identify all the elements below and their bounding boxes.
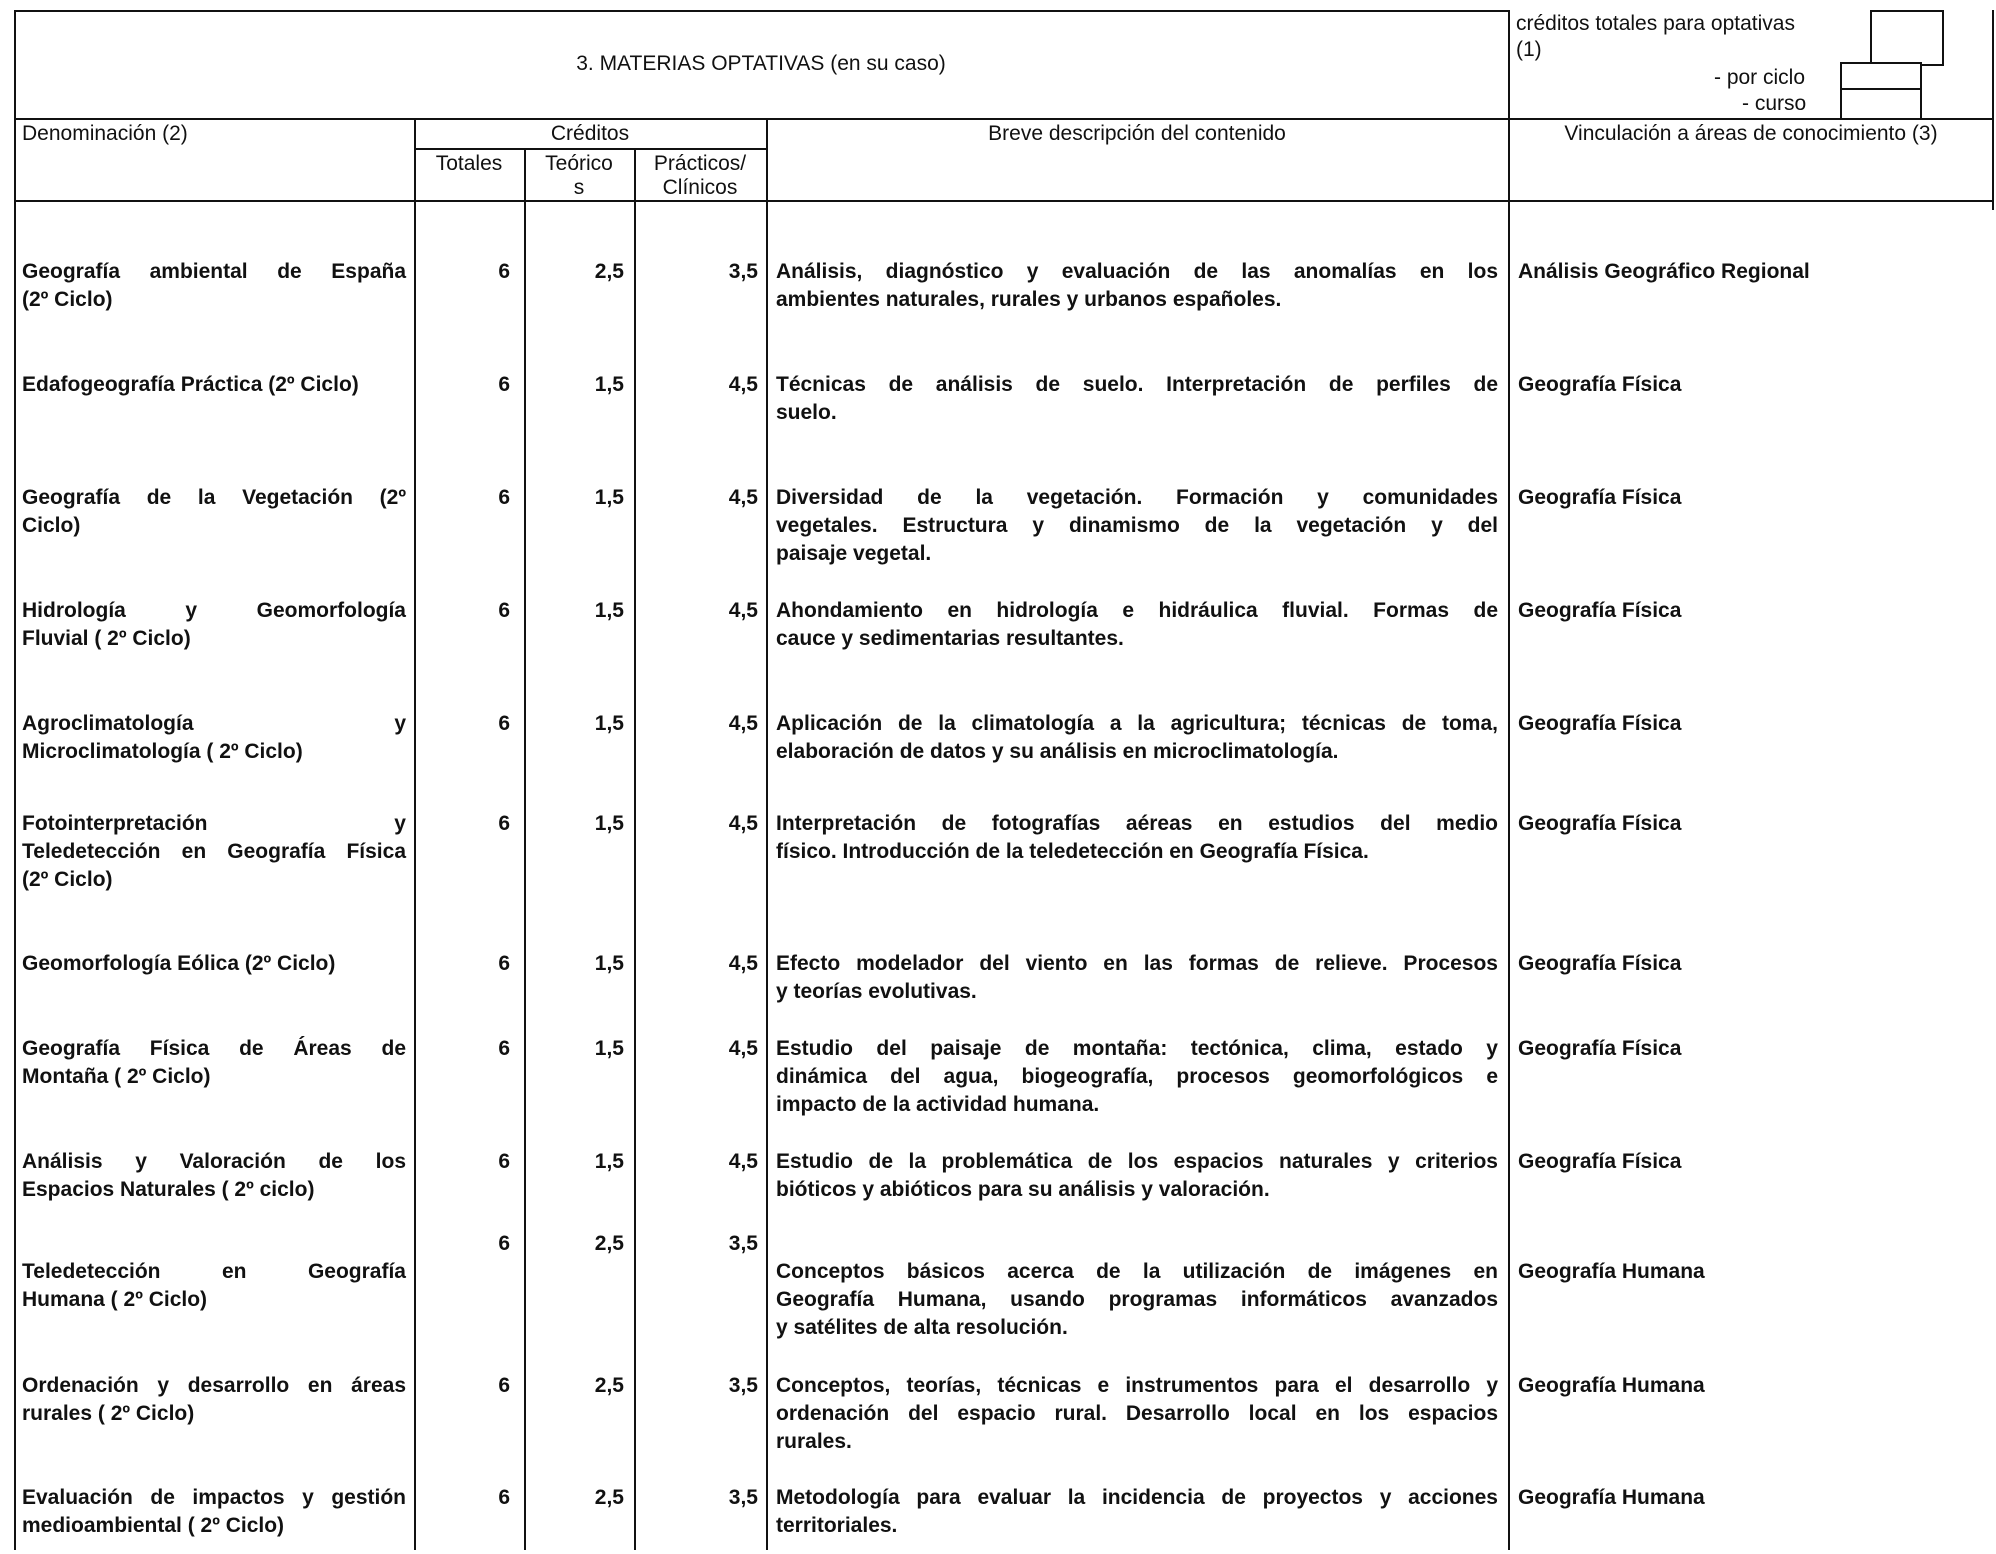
- subject-description: [776, 1035, 1498, 1119]
- subject-description-line: ambientes naturales, rurales y urbanos españoles.: [776, 288, 1282, 311]
- subject-name-line: Teledetección en Geografía: [22, 1260, 406, 1283]
- col-header-practicos: [634, 152, 766, 200]
- subject-description-line: cauce y sedimentarias resultantes.: [776, 627, 1124, 650]
- credits-teoricos: 2,5: [594, 1486, 624, 1509]
- col-header-practicos-line1: Prácticos/: [653, 152, 747, 175]
- subject-name: [22, 258, 406, 314]
- subject-description-line: Técnicas de análisis de suelo. Interpretación de perfiles de: [776, 373, 1498, 396]
- credits-teoricos: 1,5: [594, 1150, 624, 1173]
- credits-box: [1508, 10, 1994, 118]
- subject-description-line: ordenación del espacio rural. Desarrollo local en los espacios: [776, 1402, 1498, 1425]
- subject-description-line: Conceptos, teorías, técnicas e instrumentos para el desarrollo y: [776, 1374, 1498, 1397]
- credits-totales: 6: [498, 599, 510, 622]
- credits-practicos: 4,5: [728, 952, 758, 975]
- credits-practicos: 4,5: [728, 599, 758, 622]
- subject-name: [22, 371, 406, 399]
- credits-totales: 6: [498, 1232, 510, 1255]
- subject-description: [776, 1258, 1498, 1342]
- section-title: 3. MATERIAS OPTATIVAS (en su caso): [576, 52, 946, 75]
- columns-divider: [14, 200, 1994, 202]
- credits-totales: 6: [498, 373, 510, 396]
- subject-name-line: Análisis y Valoración de los: [22, 1150, 406, 1173]
- subject-name-line: Humana ( 2º Ciclo): [22, 1288, 208, 1311]
- subject-name-line: Espacios Naturales ( 2º ciclo): [22, 1178, 315, 1201]
- credits-totales: 6: [498, 952, 510, 975]
- subject-description: [776, 1148, 1498, 1204]
- credits-totales: 6: [498, 1150, 510, 1173]
- subject-name-line: (2º Ciclo): [22, 868, 113, 891]
- subject-description-line: Aplicación de la climatología a la agricultura; técnicas de toma,: [776, 712, 1498, 735]
- knowledge-area: Geografía Física: [1518, 712, 1682, 735]
- subject-name: [22, 1258, 406, 1314]
- credits-total-label: créditos totales para optativas: [1516, 12, 1795, 35]
- subject-description-line: impacto de la actividad humana.: [776, 1093, 1100, 1116]
- credits-practicos: 4,5: [728, 1150, 758, 1173]
- subject-description-line: y teorías evolutivas.: [776, 980, 977, 1003]
- table-left-border: [14, 10, 16, 1550]
- subject-description: [776, 710, 1498, 766]
- subject-description: [776, 258, 1498, 314]
- col-header-descripcion: Breve descripción del contenido: [988, 122, 1286, 145]
- subject-name-line: Geografía Física de Áreas de: [22, 1037, 406, 1060]
- knowledge-area: Geografía Física: [1518, 952, 1682, 975]
- credits-totales: 6: [498, 1374, 510, 1397]
- subject-name: [22, 1035, 406, 1091]
- subject-description-line: Metodología para evaluar la incidencia de proyectos y acciones: [776, 1486, 1498, 1509]
- subject-name-line: Montaña ( 2º Ciclo): [22, 1065, 211, 1088]
- subject-name: [22, 1372, 406, 1428]
- col-header-totales: Totales: [435, 152, 503, 175]
- knowledge-area: Geografía Física: [1518, 1037, 1682, 1060]
- subject-name: [22, 810, 406, 894]
- subject-description: [776, 371, 1498, 427]
- subject-description-line: Conceptos básicos acerca de la utilización de imágenes en: [776, 1260, 1498, 1283]
- subject-name: [22, 1148, 406, 1204]
- col-divider-descripcion: [766, 118, 768, 1550]
- credits-totales: 6: [498, 486, 510, 509]
- col-header-teoricos-line2: s: [573, 176, 585, 199]
- credits-teoricos: 1,5: [594, 712, 624, 735]
- subject-name: [22, 1484, 406, 1540]
- subject-name-line: rurales ( 2º Ciclo): [22, 1402, 195, 1425]
- knowledge-area: Geografía Física: [1518, 1150, 1682, 1173]
- subject-description-line: Análisis, diagnóstico y evaluación de las anomalías en los: [776, 260, 1498, 283]
- header-divider: [14, 118, 1994, 120]
- credits-teoricos: 2,5: [594, 260, 624, 283]
- col-divider-practicos: [634, 148, 636, 1550]
- subject-description: [776, 484, 1498, 568]
- col-header-teoricos: [524, 152, 634, 200]
- subject-name-line: (2º Ciclo): [22, 288, 113, 311]
- subject-description-line: Estudio de la problemática de los espacios naturales y criterios: [776, 1150, 1498, 1173]
- knowledge-area: Análisis Geográfico Regional: [1518, 260, 1810, 283]
- subject-description-line: Estudio del paisaje de montaña: tectónica, clima, estado y: [776, 1037, 1498, 1060]
- credits-practicos: 3,5: [728, 1232, 758, 1255]
- subject-name-line: Agroclimatología y: [22, 712, 406, 735]
- credits-teoricos: 1,5: [594, 486, 624, 509]
- curso-field: [1840, 88, 1922, 120]
- col-header-vinculacion: Vinculación a áreas de conocimiento (3): [1564, 122, 1938, 145]
- credits-totales: 6: [498, 260, 510, 283]
- credits-total-field: [1870, 10, 1944, 66]
- subject-name-line: Microclimatología ( 2º Ciclo): [22, 740, 303, 763]
- subject-description-line: Diversidad de la vegetación. Formación y comunidades: [776, 486, 1498, 509]
- subject-description-line: suelo.: [776, 401, 837, 424]
- credits-totales: 6: [498, 712, 510, 735]
- credits-practicos: 4,5: [728, 812, 758, 835]
- credits-practicos: 4,5: [728, 1037, 758, 1060]
- knowledge-area: Geografía Física: [1518, 373, 1682, 396]
- credits-practicos: 3,5: [728, 1486, 758, 1509]
- subject-name-line: Edafogeografía Práctica (2º Ciclo): [22, 373, 359, 396]
- subject-name-line: Ciclo): [22, 514, 81, 537]
- subject-name-line: Hidrología y Geomorfología: [22, 599, 406, 622]
- subject-description-line: Geografía Humana, usando programas informáticos avanzados: [776, 1288, 1498, 1311]
- subject-description-line: Interpretación de fotografías aéreas en estudios del medio: [776, 812, 1498, 835]
- col-header-practicos-line2: Clínicos: [662, 176, 738, 199]
- subject-name-line: Geografía ambiental de España: [22, 260, 406, 283]
- credits-practicos: 4,5: [728, 373, 758, 396]
- knowledge-area: Geografía Física: [1518, 599, 1682, 622]
- subject-description: [776, 950, 1498, 1006]
- subject-description: [776, 597, 1498, 653]
- por-ciclo-label: - por ciclo: [1714, 66, 1806, 89]
- credits-teoricos: 2,5: [594, 1232, 624, 1255]
- subject-description: [776, 1372, 1498, 1456]
- credits-teoricos: 1,5: [594, 952, 624, 975]
- subject-name-line: Fluvial ( 2º Ciclo): [22, 627, 191, 650]
- credits-totales: 6: [498, 812, 510, 835]
- credits-teoricos: 1,5: [594, 599, 624, 622]
- credits-teoricos: 2,5: [594, 1374, 624, 1397]
- subject-name-line: Teledetección en Geografía Física: [22, 840, 406, 863]
- credits-practicos: 3,5: [728, 1374, 758, 1397]
- knowledge-area: Geografía Física: [1518, 486, 1682, 509]
- subject-name: [22, 950, 406, 978]
- col-header-creditos: Créditos: [550, 122, 630, 145]
- subject-description-line: Efecto modelador del viento en las formas de relieve. Procesos: [776, 952, 1498, 975]
- subject-description-line: bióticos y abióticos para su análisis y valoración.: [776, 1178, 1270, 1201]
- subject-description-line: paisaje vegetal.: [776, 542, 932, 565]
- subject-description-line: y satélites de alta resolución.: [776, 1316, 1068, 1339]
- col-header-denominacion: Denominación (2): [22, 122, 188, 145]
- optional-subjects-table: [14, 10, 1994, 1550]
- subject-name-line: Evaluación de impactos y gestión: [22, 1486, 406, 1509]
- subject-name: [22, 710, 406, 766]
- subject-name-line: Ordenación y desarrollo en áreas: [22, 1374, 406, 1397]
- credits-teoricos: 1,5: [594, 1037, 624, 1060]
- subject-description-line: Ahondamiento en hidrología e hidráulica fluvial. Formas de: [776, 599, 1498, 622]
- subject-description-line: físico. Introducción de la teledetección en Geografía Física.: [776, 840, 1369, 863]
- subject-description-line: rurales.: [776, 1430, 852, 1453]
- credits-practicos: 4,5: [728, 712, 758, 735]
- knowledge-area: Geografía Humana: [1518, 1260, 1705, 1283]
- col-divider-area: [1508, 10, 1510, 1550]
- knowledge-area: Geografía Humana: [1518, 1374, 1705, 1397]
- credits-teoricos: 1,5: [594, 812, 624, 835]
- knowledge-area: Geografía Humana: [1518, 1486, 1705, 1509]
- creditos-subheader-divider: [414, 148, 766, 150]
- subject-description: [776, 810, 1498, 866]
- curso-label: - curso: [1742, 92, 1807, 115]
- credits-total-note: (1): [1516, 38, 1542, 61]
- knowledge-area: Geografía Física: [1518, 812, 1682, 835]
- credits-teoricos: 1,5: [594, 373, 624, 396]
- credits-practicos: 4,5: [728, 486, 758, 509]
- subject-name-line: Geografía de la Vegetación (2º: [22, 486, 406, 509]
- col-divider-teoricos: [524, 148, 526, 1550]
- subject-name-line: Geomorfología Eólica (2º Ciclo): [22, 952, 336, 975]
- credits-totales: 6: [498, 1486, 510, 1509]
- subject-name-line: medioambiental ( 2º Ciclo): [22, 1514, 285, 1537]
- subject-description-line: dinámica del agua, biogeografía, procesos geomorfológicos e: [776, 1065, 1498, 1088]
- subject-description: [776, 1484, 1498, 1540]
- subject-description-line: territoriales.: [776, 1514, 898, 1537]
- subject-description-line: elaboración de datos y su análisis en microclimatología.: [776, 740, 1339, 763]
- col-header-teoricos-line1: Teórico: [545, 152, 613, 175]
- subject-name-line: Fotointerpretación y: [22, 812, 406, 835]
- subject-name: [22, 597, 406, 653]
- credits-practicos: 3,5: [728, 260, 758, 283]
- subject-name: [22, 484, 406, 540]
- subject-description-line: vegetales. Estructura y dinamismo de la vegetación y del: [776, 514, 1498, 537]
- credits-totales: 6: [498, 1037, 510, 1060]
